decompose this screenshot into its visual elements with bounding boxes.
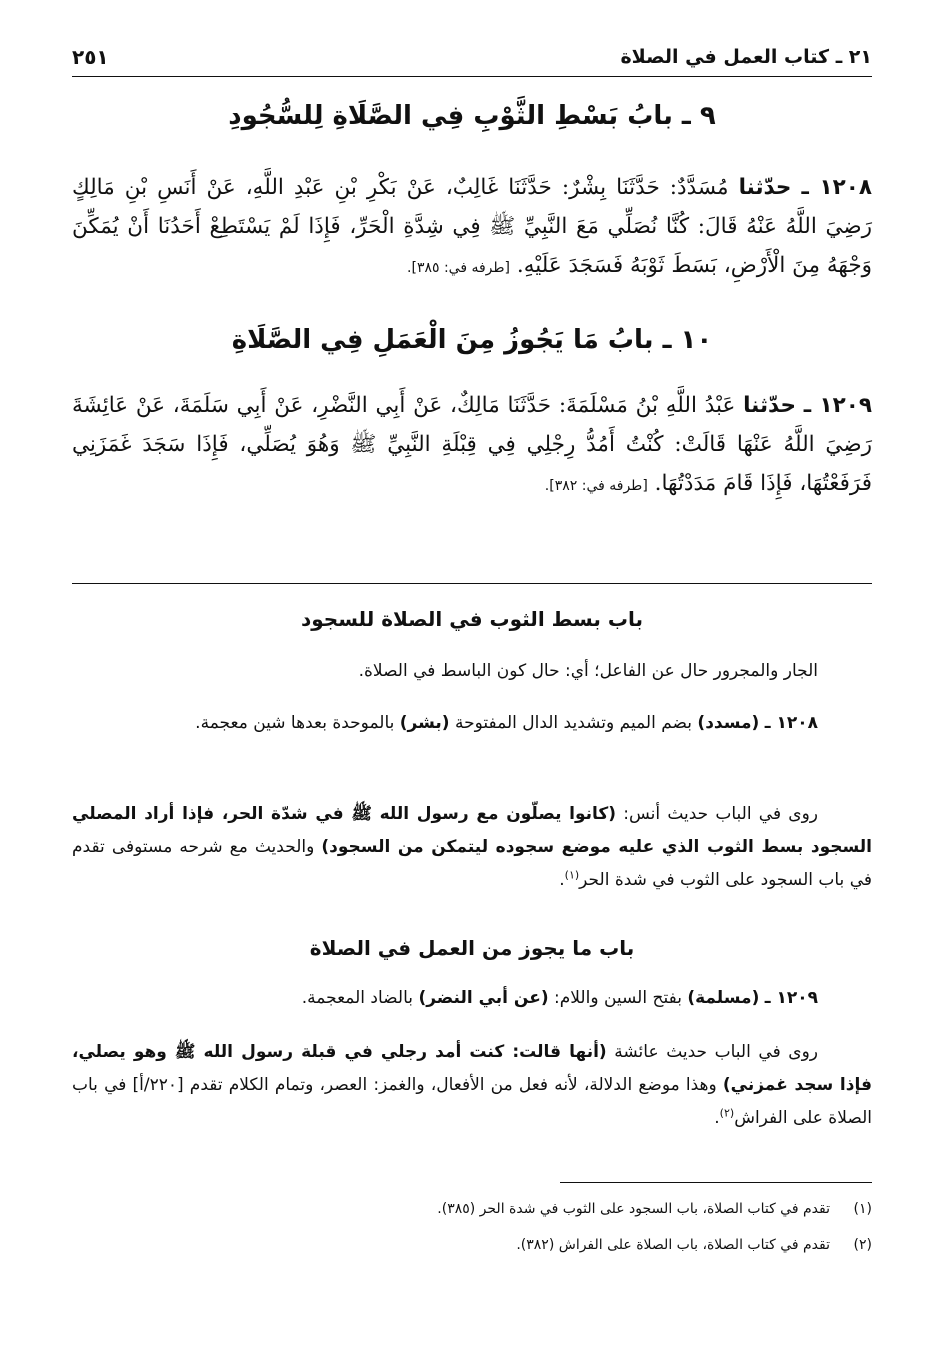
note-text: بفتح السين واللام: xyxy=(554,988,682,1008)
hadith-cross-reference: [طرفه في: ٣٨٢]. xyxy=(544,478,648,494)
footnote-2 xyxy=(72,1232,872,1258)
hadith-number: ١٢٠٩ ـ xyxy=(803,393,873,418)
running-header xyxy=(72,42,872,77)
note-text: بضم الميم وتشديد الدال المفتوحة xyxy=(454,713,693,733)
quoted-hadith: (كانوا يصلّون مع رسول الله ﷺ في شدّة الحر، فإذا أراد المصلي السجود بسط الثوب الذي عليه موضع سجوده ليتمكن من السجود) xyxy=(72,804,873,857)
commentary-heading-1: باب بسط الثوب في الصلاة للسجود xyxy=(300,607,643,631)
hadith-cross-reference: [طرفه في: ٣٨٥]. xyxy=(407,260,511,276)
hadith-text: مُسَدَّدٌ: حَدَّثَنَا بِشْرٌ: حَدَّثَنَا غَالِبٌ، عَنْ بَكْرِ بْنِ عَبْدِ اللَّهِ، عَنْ أَنَسِ بْنِ مَالِكٍ رَضِيَ اللَّهُ عَنْهُ قَالَ: كُنَّا نُصَلِّي مَعَ النَّبِيِّ ﷺ فِي شِدَّةِ الْحَرِّ، فَإِذَا لَمْ يَسْتَطِعْ أَحَدُنَا أَنْ يُمَكِّنَ وَجْهَهُ مِنَ الْأَرْضِ، بَسَطَ ثَوْبَهُ فَسَجَدَ عَلَيْهِ. xyxy=(72,175,872,278)
footnote-marker: (١) xyxy=(564,868,580,882)
note-number: ١٢٠٨ ـ xyxy=(764,713,818,733)
sentence-end: . xyxy=(559,870,565,890)
term: (عن أبي النضر) xyxy=(418,988,549,1008)
commentary-heading-2: باب ما يجوز من العمل في الصلاة xyxy=(309,936,635,960)
term: (بشر) xyxy=(399,713,450,733)
hadith-1209 xyxy=(72,386,872,506)
chapter-title-10: ١٠ ـ بابُ مَا يَجُوزُ مِنَ الْعَمَلِ فِي الصَّلَاةِ xyxy=(231,325,713,355)
note-text: بالموحدة بعدها شين معجمة. xyxy=(195,713,395,733)
footnote-number: (٢) xyxy=(853,1237,872,1253)
commentary-paragraph-1: الجار والمجرور حال عن الفاعل؛ أي: حال كون الباسط في الصلاة. xyxy=(358,661,818,681)
note-text: روى في الباب حديث عائشة xyxy=(614,1042,818,1062)
term: (مسلمة) xyxy=(687,988,760,1008)
note-text: روى في الباب حديث أنس: xyxy=(623,804,818,824)
hadith-1208 xyxy=(72,168,872,288)
note-text: بالضاد المعجمة. xyxy=(301,988,414,1008)
commentary-paragraph-2 xyxy=(72,707,872,740)
quoted-hadith: (أنها قالت: كنت أمد رجلي في قبلة رسول الله ﷺ وهو يصلي، فإذا سجد غمزني) xyxy=(72,1042,873,1095)
footnote-text: تقدم في كتاب الصلاة، باب الصلاة على الفراش (٣٨٢). xyxy=(516,1237,830,1253)
footnote-text: تقدم في كتاب الصلاة، باب السجود على الثوب في شدة الحر (٣٨٥). xyxy=(437,1201,830,1217)
footnote-number: (١) xyxy=(853,1201,872,1217)
note-number: ١٢٠٩ ـ xyxy=(764,988,818,1008)
hadith-lead: حدّثنا xyxy=(743,393,796,418)
chapter-title-9: ٩ ـ بابُ بَسْطِ الثَّوْبِ فِي الصَّلَاةِ لِلسُّجُودِ xyxy=(228,101,716,131)
footnote-marker: (٢) xyxy=(719,1106,735,1120)
hadith-lead: حدّثنا xyxy=(738,175,792,200)
note-text: والحديث مع شرحه مستوفى تقدم في باب السجود على الثوب في شدة الحر xyxy=(72,837,872,890)
hadith-text: عَبْدُ اللَّهِ بْنُ مَسْلَمَةَ: حَدَّثَنَا مَالِكٌ، عَنْ أَبِي النَّضْرِ، عَنْ أَبِي سَلَمَةَ، عَنْ عَائِشَةَ رَضِيَ اللَّهُ عَنْهَا قَالَتْ: كُنْتُ أَمُدُّ رِجْلِي فِي قِبْلَةِ النَّبِيِّ ﷺ وَهُوَ يُصَلِّي، فَإِذَا سَجَدَ غَمَزَنِي فَرَفَعْتُهَا، فَإِذَا قَامَ مَدَدْتُهَا. xyxy=(72,393,872,496)
commentary-paragraph-4 xyxy=(72,982,872,1015)
sentence-end: . xyxy=(714,1108,720,1128)
term: (مسدد) xyxy=(697,713,760,733)
hadith-number: ١٢٠٨ ـ xyxy=(801,175,872,200)
commentary-separator xyxy=(72,583,872,584)
footnote-rule xyxy=(560,1182,872,1183)
commentary-paragraph-5 xyxy=(72,1036,872,1135)
book-page xyxy=(72,34,872,1334)
commentary-paragraph-3 xyxy=(72,798,872,897)
note-text: وهذا موضع الدلالة، لأنه فعل من الأفعال، والغمز: العصر، وتمام الكلام تقدم [٢٢٠/أ] في باب الصلاة على الفراش xyxy=(72,1075,872,1128)
footnote-1 xyxy=(72,1196,872,1222)
page-number: ٢٥١ xyxy=(72,45,109,69)
header-title: ٢١ ـ كتاب العمل في الصلاة xyxy=(620,46,872,68)
